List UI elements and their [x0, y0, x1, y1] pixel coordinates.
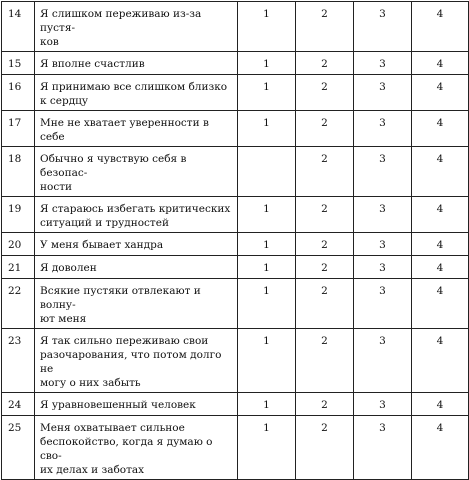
rating-option-3[interactable]: 3 [354, 75, 412, 111]
rating-option-1[interactable]: 1 [238, 197, 296, 233]
statement-cell [35, 329, 238, 393]
rating-option-4[interactable]: 4 [412, 75, 469, 111]
statement-line: могу о них забыть [40, 377, 141, 389]
statement-line: Мне не хватает уверенности в себе [40, 117, 209, 143]
rating-option-1[interactable]: 1 [238, 75, 296, 111]
statement-cell [35, 197, 238, 233]
rating-option-4[interactable]: 4 [412, 329, 469, 393]
rating-option-1[interactable] [238, 147, 296, 197]
rating-option-2[interactable]: 2 [296, 197, 354, 233]
rating-option-3[interactable]: 3 [354, 329, 412, 393]
rating-option-1[interactable]: 1 [238, 329, 296, 393]
rating-option-2[interactable]: 2 [296, 147, 354, 197]
rating-option-3[interactable]: 3 [354, 52, 412, 75]
statement-line: ков [40, 36, 59, 48]
rating-option-3[interactable]: 3 [354, 197, 412, 233]
table-row [2, 233, 469, 256]
statement-cell [35, 52, 238, 75]
table-row [2, 197, 469, 233]
statement-cell [35, 233, 238, 256]
item-number: 25 [2, 416, 35, 480]
table-row [2, 279, 469, 329]
rating-option-2[interactable]: 2 [296, 416, 354, 480]
statement-line: к сердцу [40, 95, 89, 107]
rating-option-4[interactable]: 4 [412, 197, 469, 233]
statement-line: У меня бывает хандра [40, 239, 164, 251]
statement-line: их делах и заботах [40, 464, 145, 476]
table-row [2, 329, 469, 393]
rating-option-1[interactable]: 1 [238, 2, 296, 52]
rating-option-4[interactable]: 4 [412, 416, 469, 480]
statement-cell [35, 147, 238, 197]
table-row [2, 393, 469, 416]
rating-option-2[interactable]: 2 [296, 279, 354, 329]
rating-option-1[interactable]: 1 [238, 393, 296, 416]
statement-cell [35, 111, 238, 147]
rating-option-4[interactable]: 4 [412, 52, 469, 75]
item-number: 18 [2, 147, 35, 197]
rating-option-1[interactable]: 1 [238, 111, 296, 147]
table-row [2, 75, 469, 111]
rating-option-4[interactable]: 4 [412, 256, 469, 279]
rating-option-4[interactable]: 4 [412, 279, 469, 329]
statement-cell [35, 416, 238, 480]
statement-line: Я слишком переживаю из-за пустя- [40, 8, 202, 34]
statement-cell [35, 2, 238, 52]
item-number: 15 [2, 52, 35, 75]
rating-option-2[interactable]: 2 [296, 393, 354, 416]
statement-cell [35, 279, 238, 329]
rating-option-2[interactable]: 2 [296, 52, 354, 75]
questionnaire-rows [2, 2, 469, 480]
item-number: 21 [2, 256, 35, 279]
statement-cell [35, 393, 238, 416]
rating-option-2[interactable]: 2 [296, 75, 354, 111]
statement-line: Я принимаю все слишком близко [40, 81, 228, 93]
item-number: 24 [2, 393, 35, 416]
item-number: 16 [2, 75, 35, 111]
statement-line: ют меня [40, 313, 87, 325]
statement-line: Я так сильно переживаю свои [40, 335, 209, 347]
statement-line: Я доволен [40, 262, 97, 274]
rating-option-3[interactable]: 3 [354, 111, 412, 147]
item-number: 20 [2, 233, 35, 256]
rating-option-2[interactable]: 2 [296, 233, 354, 256]
rating-option-1[interactable]: 1 [238, 416, 296, 480]
item-number: 22 [2, 279, 35, 329]
rating-option-3[interactable]: 3 [354, 2, 412, 52]
rating-option-1[interactable]: 1 [238, 256, 296, 279]
rating-option-1[interactable]: 1 [238, 279, 296, 329]
item-number: 14 [2, 2, 35, 52]
statement-line: беспокойство, когда я думаю о сво- [40, 436, 213, 462]
rating-option-1[interactable]: 1 [238, 52, 296, 75]
item-number: 19 [2, 197, 35, 233]
rating-option-2[interactable]: 2 [296, 2, 354, 52]
rating-option-3[interactable]: 3 [354, 256, 412, 279]
table-row [2, 416, 469, 480]
rating-option-3[interactable]: 3 [354, 416, 412, 480]
rating-option-2[interactable]: 2 [296, 256, 354, 279]
rating-option-3[interactable]: 3 [354, 279, 412, 329]
statement-line: Всякие пустяки отвлекают и волну- [40, 285, 201, 311]
rating-option-3[interactable]: 3 [354, 147, 412, 197]
statement-line: ситуаций и трудностей [40, 217, 169, 229]
statement-line: Я вполне счастлив [40, 58, 145, 70]
table-row [2, 256, 469, 279]
statement-line: Меня охватывает сильное [40, 422, 185, 434]
questionnaire-table [1, 1, 469, 480]
statement-line: Обычно я чувствую себя в безопас- [40, 153, 187, 179]
statement-line: ности [40, 181, 73, 193]
rating-option-4[interactable]: 4 [412, 2, 469, 52]
table-row [2, 147, 469, 197]
rating-option-3[interactable]: 3 [354, 233, 412, 256]
rating-option-3[interactable]: 3 [354, 393, 412, 416]
table-row [2, 52, 469, 75]
item-number: 17 [2, 111, 35, 147]
table-row [2, 2, 469, 52]
item-number: 23 [2, 329, 35, 393]
rating-option-2[interactable]: 2 [296, 329, 354, 393]
rating-option-4[interactable]: 4 [412, 393, 469, 416]
statement-line: Я стараюсь избегать критических [40, 203, 231, 215]
table-row [2, 111, 469, 147]
rating-option-4[interactable]: 4 [412, 233, 469, 256]
rating-option-2[interactable]: 2 [296, 111, 354, 147]
rating-option-4[interactable]: 4 [412, 147, 469, 197]
statement-cell [35, 256, 238, 279]
statement-line: разочарования, что потом долго не [40, 349, 222, 375]
rating-option-4[interactable]: 4 [412, 111, 469, 147]
statement-line: Я уравновешенный человек [40, 399, 196, 411]
rating-option-1[interactable]: 1 [238, 233, 296, 256]
statement-cell [35, 75, 238, 111]
